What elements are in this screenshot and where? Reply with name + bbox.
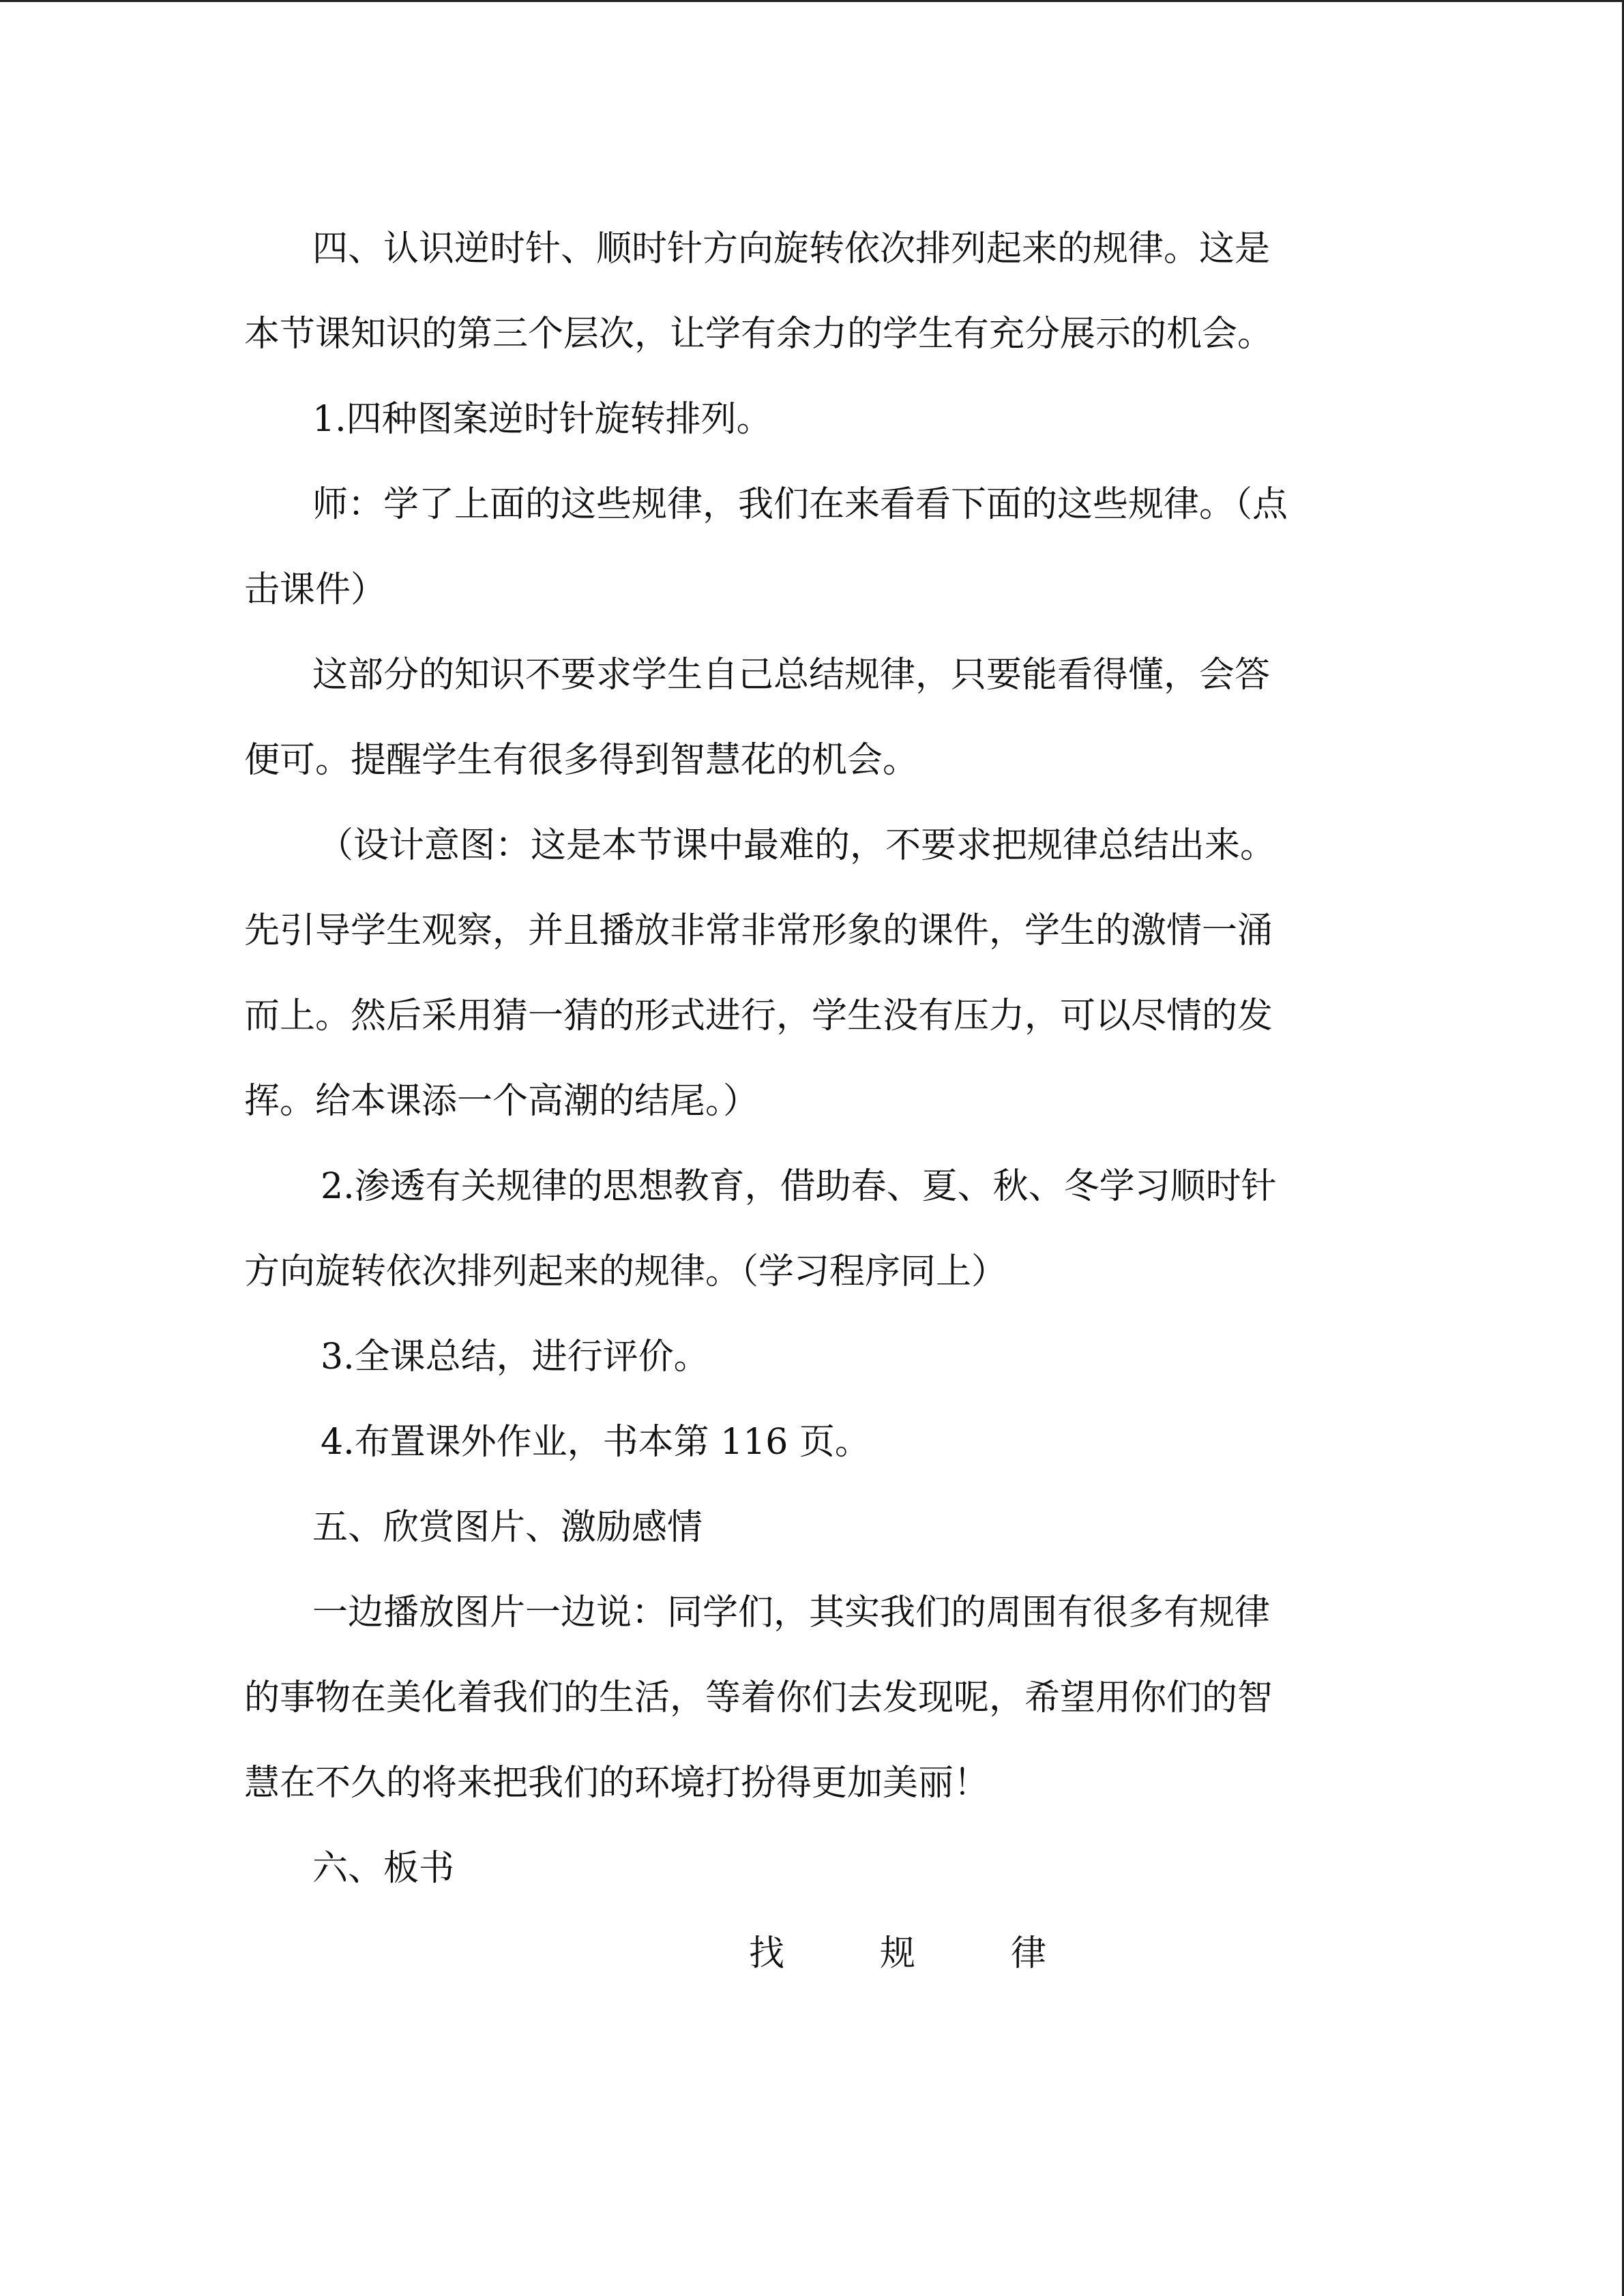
section-six-heading: 六、板书 xyxy=(312,1848,455,1889)
item-1-text: 1.四种图案逆时针旋转排列。 xyxy=(312,399,772,440)
item-2-line-1: 2.渗透有关规律的思想教育，借助春、夏、秋、冬学习顺时针 xyxy=(321,1166,1277,1207)
item-4-text: 4.布置课外作业，书本第 116 页。 xyxy=(321,1422,870,1463)
section-four-line-1: 四、认识逆时针、顺时针方向旋转依次排列起来的规律。这是 xyxy=(312,228,1271,269)
item-2-line-2: 方向旋转依次排列起来的规律。（学习程序同上） xyxy=(244,1251,1007,1292)
section-five-heading: 五、欣赏图片、激励感情 xyxy=(312,1507,703,1548)
section-four-line-2: 本节课知识的第三个层次，让学有余力的学生有充分展示的机会。 xyxy=(244,314,1273,355)
closing-line-2: 的事物在美化着我们的生活，等着你们去发现呢，希望用你们的智 xyxy=(244,1678,1273,1718)
board-char-2: 规 xyxy=(880,1933,916,1974)
closing-line-3: 慧在不久的将来把我们的环境打扮得更加美丽！ xyxy=(244,1763,990,1804)
note-line-2: 便可。提醒学生有很多得到智慧花的机会。 xyxy=(244,740,919,781)
board-char-3: 律 xyxy=(1011,1933,1047,1974)
design-intent-line-1: （设计意图：这是本节课中最难的，不要求把规律总结出来。 xyxy=(318,825,1276,866)
board-char-1: 找 xyxy=(749,1933,785,1974)
design-intent-line-3: 而上。然后采用猜一猜的形式进行，学生没有压力，可以尽情的发 xyxy=(244,996,1273,1037)
note-line-1: 这部分的知识不要求学生自己总结规律，只要能看得懂，会答 xyxy=(312,655,1271,696)
blackboard-title xyxy=(244,1911,1363,1997)
design-intent-line-2: 先引导学生观察，并且播放非常非常形象的课件，学生的激情一涌 xyxy=(244,910,1273,951)
teacher-line-2: 击课件） xyxy=(244,569,387,610)
teacher-line-1: 师：学了上面的这些规律，我们在来看看下面的这些规律。（点 xyxy=(312,484,1288,525)
document-body xyxy=(244,207,1363,1997)
item-3-text: 3.全课总结，进行评价。 xyxy=(321,1337,709,1377)
closing-line-1: 一边播放图片一边说：同学们，其实我们的周围有很多有规律 xyxy=(312,1592,1271,1633)
design-intent-line-4: 挥。给本课添一个高潮的结尾。） xyxy=(244,1081,759,1122)
